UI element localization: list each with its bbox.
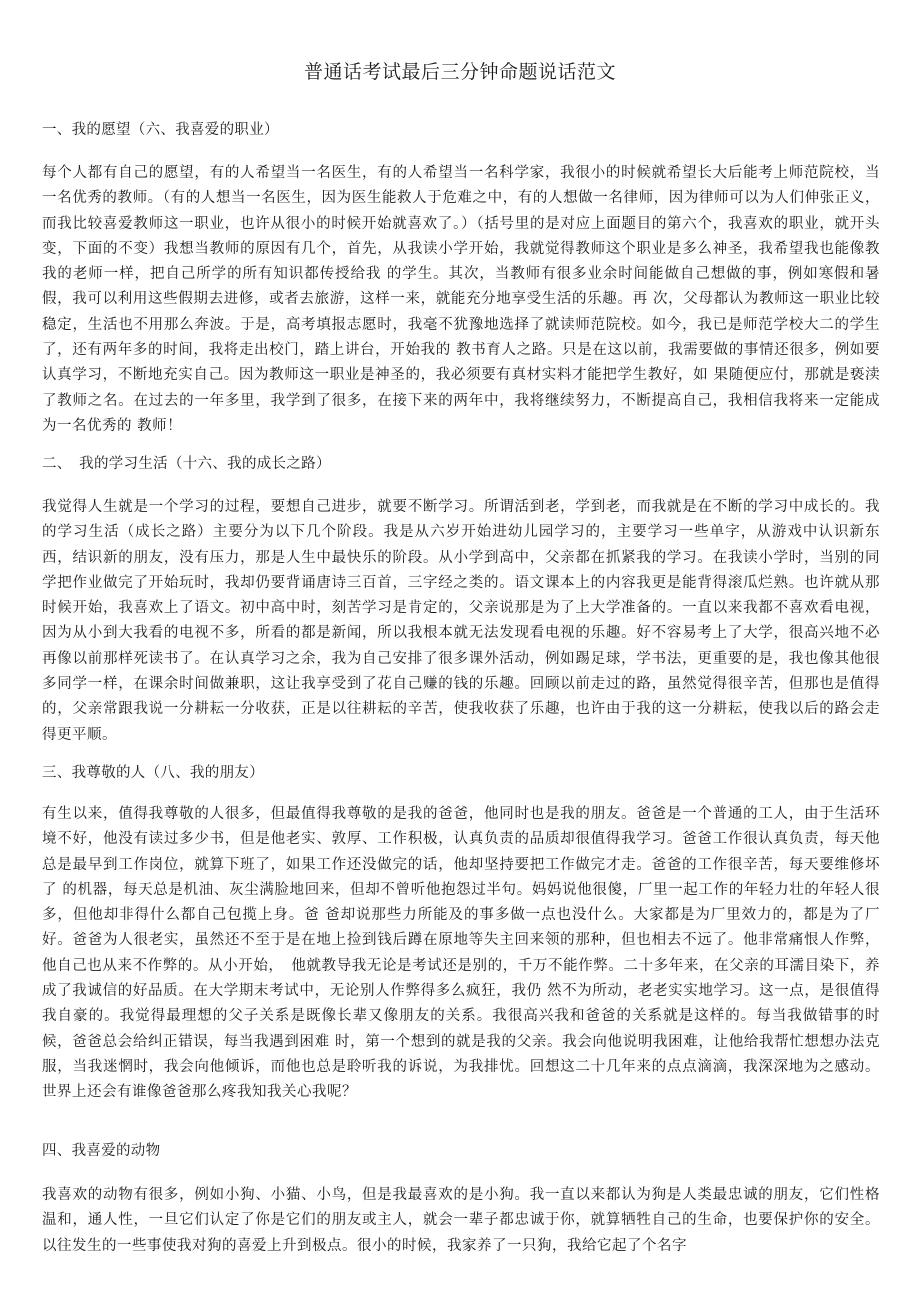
section-body-2: 我觉得人生就是一个学习的过程，要想自己进步，就要不断学习。所谓活到老，学到老，而我就是在不断的学习中成长的。我的学习生活（成长之路）主要分为以下几个阶段。我是从六岁开始进幼儿园学习的，主要学习一些单字，从游戏中认识新东西，结识新的朋友，没有压力，那是人生中最快乐的阶段。从小学到高中，父亲都在抓紧我的学习。在我读小学时，当别的同学把作业做完了开始玩时，我却仍要背诵唐诗三百首，三字经之类的。语文课本上的内容我更是能背得滚瓜烂熟。也许就从那时候开始，我喜欢上了语文。初中高中时，刻苦学习是肯定的，父亲说那是为了上大学准备的。一直以来我都不喜欢看电视，因为从小到大我看的电视不多，所看的都是新闻，所以我根本就无法发现看电视的乐趣。好不容易考上了大学，很高兴地不必再像以前那样死读书了。在认真学习之余，我为自己安排了很多课外活动，例如踢足球，学书法，更重要的是，我也像其他很多同学一样，在课余时间做兼职，这让我享受到了花自己赚的钱的乐趣。回顾以前走过的路，虽然觉得很辛苦，但那也是值得的，父亲常跟我说一分耕耘一分收获，正是以往耕耘的辛苦，使我收获了乐趣，也许由于我的这一分耕耘，使我以后的路会走得更平顺。 bbox=[42, 499, 880, 743]
document-title: 普通话考试最后三分钟命题说话范文 bbox=[303, 61, 616, 83]
section-body-4: 我喜欢的动物有很多，例如小狗、小猫、小鸟，但是我最喜欢的是小狗。我一直以来都认为狗是人类最忠诚的朋友，它们性格温和，通人性，一旦它们认定了你是它们的朋友或主人，就会一辈子都忠诚于你，就算牺牲自己的生命，也要保护你的安全。以往发生的一些事使我对狗的喜爱上升到极点。很小的时候，我家养了一只狗，我给它起了个名字 bbox=[42, 1187, 880, 1254]
section-heading-2: 二、 我的学习生活（十六、我的成长之路） bbox=[42, 456, 331, 472]
section-body-1: 每个人都有自己的愿望，有的人希望当一名医生，有的人希望当一名科学家，我很小的时候就希望长大后能考上师范院校，当一名优秀的教师。（有的人想当一名医生，因为医生能救人于危难之中，有的人想做一名律师，因为律师可以为人们伸张正义，而我比较喜爱教师这一职业，也许从很小的时候开始就喜欢了。）（括号里的是对应上面题目的第六个，我喜欢的职业，就开头变，下面的不变）我想当教师的原因有几个，首先，从我读小学开始，我就觉得教师这个职业是多么神圣，我希望我也能像教我的老师一样，把自己所学的所有知识都传授给我 的学生。其次，当教师有很多业余时间能做自己想做的事，例如寒假和暑假，我可以利用这些假期去进修，或者去旅游，这样一来，就能充分地享受生活的乐趣。再 次，父母都认为教师这一职业比较稳定，生活也不用那么奔波。于是，高考填报志愿时，我毫不犹豫地选择了就读师范院校。如今，我已是师范学校大二的学生了，还有两年多的时间，我将走出校门，踏上讲台，开始我的 教书育人之路。只是在这以前，我需要做的事情还很多，例如要认真学习，不断地充实自己。因为教师这一职业是神圣的，我必须要有真材实料才能把学生教好，如 果随便应付，那就是亵渎了教师之名。在过去的一年多里，我学到了很多，在接下来的两年中，我将继续努力，不断提高自己，我相信我将来一定能成为一名优秀的 教师！ bbox=[42, 165, 880, 434]
section-heading-3: 三、我尊敬的人（八、我的朋友） bbox=[42, 765, 264, 781]
section-heading-1: 一、我的愿望（六、我喜爱的职业） bbox=[42, 122, 279, 138]
section-body-3: 有生以来，值得我尊敬的人很多，但最值得我尊敬的是我的爸爸，他同时也是我的朋友。爸爸是一个普通的工人，由于生活环境不好，他没有读过多少书，但是他老实、敦厚、工作积极，认真负责的品质却很值得我学习。爸爸工作很认真负责，每天他总是最早到工作岗位，就算下班了，如果工作还没做完的话，他却坚持要把工作做完才走。爸爸的工作很辛苦，每天要维修坏了 的机器，每天总是机油、灰尘满脸地回来，但却不曾听他抱怨过半句。妈妈说他很傻，厂里一起工作的年轻力壮的年轻人很多，但他却非得什么都自己包揽上身。爸 爸却说那些力所能及的事多做一点也没什么。大家都是为厂里效力的，都是为了厂好。爸爸为人很老实，虽然还不至于是在地上捡到钱后蹲在原地等失主回来领的那种，但也相去不远了。他非常痛恨人作弊，他自己也从来不作弊的。从小开始， 他就教导我无论是考试还是别的，千万不能作弊。二十多年来，在父亲的耳濡目染下，养成了我诚信的好品质。在大学期末考试中，无论别人作弊得多么疯狂，我仍 然不为所动，老老实实地学习。这一点，是很值得我自豪的。我觉得最理想的父子关系是既像长辈又像朋友的关系。我很高兴我和爸爸的关系就是这样的。每当我做错事的时候，爸爸总会给纠正错误，每当我遇到困难 时，第一个想到的就是我的父亲。我会向他说明我困难，让他给我帮忙想想办法克服，当我迷惘时，我会向他倾诉，而他也总是聆听我的诉说，为我排忧。回想这二十几年来的点点滴滴，我深深地为之感动。世界上还会有谁像爸爸那么疼我知我关心我呢？ bbox=[42, 806, 880, 1101]
section-heading-4: 四、我喜爱的动物 bbox=[42, 1143, 161, 1159]
